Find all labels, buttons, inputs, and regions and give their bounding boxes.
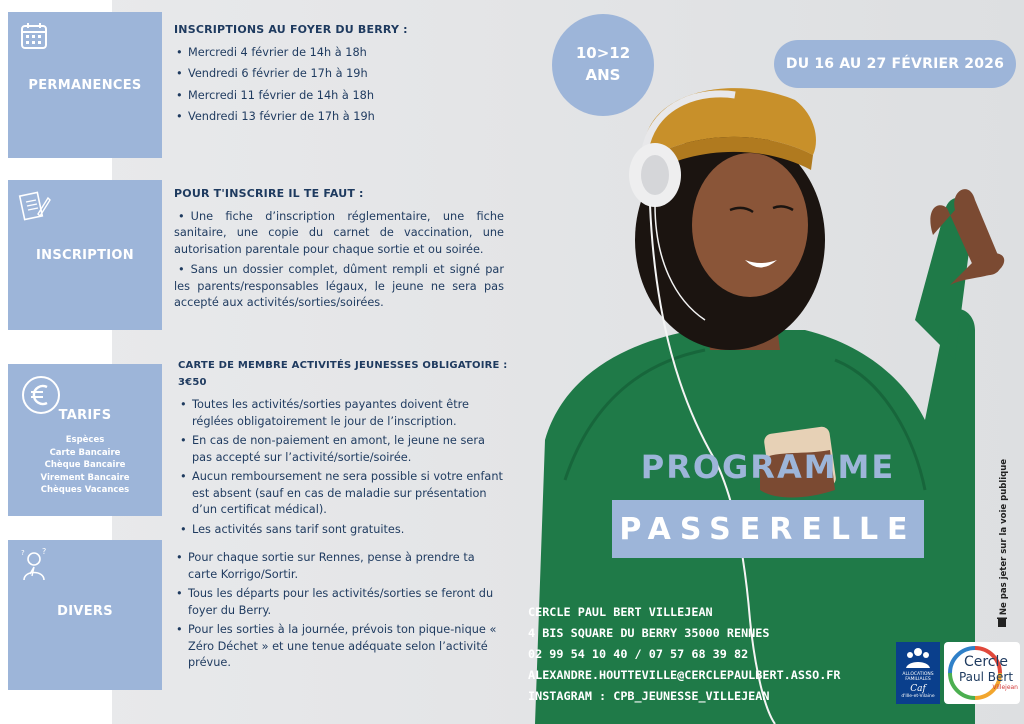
list-item: • Toutes les activités/sorties payantes doivent être réglées obligatoirement le jour de l’inscription. — [178, 397, 508, 430]
permanences-list — [174, 45, 494, 126]
list-item: • Vendredi 6 février de 17h à 19h — [174, 66, 494, 83]
permanences-section — [174, 22, 494, 131]
thinking-person-icon — [16, 546, 52, 582]
contact-phone: 02 99 54 10 40 / 07 57 68 39 82 — [528, 647, 749, 661]
list-item: • Pour chaque sortie sur Rennes, pense à prendre ta carte Korrigo/Sortir. — [174, 550, 504, 583]
program-subtitle: PASSERELLE — [612, 500, 924, 558]
svg-text:?: ? — [21, 549, 25, 557]
divers-section — [174, 550, 504, 675]
cercle-paul-bert-logo — [944, 642, 1020, 704]
tarifs-box — [8, 364, 162, 516]
caf-name: Caf — [910, 684, 926, 694]
litter-notice — [996, 460, 1010, 620]
list-item: • Vendredi 13 février de 17h à 19h — [174, 109, 494, 126]
age-range-badge — [552, 14, 654, 116]
date-range-pill: DU 16 AU 27 FÉVRIER 2026 — [774, 40, 1016, 88]
list-item: • Mercredi 4 février de 14h à 18h — [174, 45, 494, 62]
payment-methods-list — [8, 434, 162, 497]
program-title: PROGRAMME — [640, 448, 896, 486]
svg-text:?: ? — [42, 547, 47, 556]
cpb-line2: Paul Bert — [958, 670, 1014, 684]
payment-method: Chèque Bancaire — [44, 460, 126, 470]
cpb-line1: Cercle — [963, 654, 1009, 670]
tarifs-section — [178, 358, 508, 541]
tarifs-list — [178, 397, 508, 538]
contact-address: 4 BIS SQUARE DU BERRY 35000 RENNES — [528, 626, 770, 640]
litter-notice-text: Ne pas jeter sur la voie publique — [999, 458, 1009, 616]
caf-region: d'Ille-et-Vilaine — [901, 694, 935, 699]
divers-title: DIVERS — [57, 604, 113, 619]
list-item: • Sans un dossier complet, dûment rempli et signé par les parents/responsables légaux, le jeune ne sera pas accepté aux activités/sorties/soirées. — [174, 262, 504, 312]
caf-line2: FAMILIALES — [905, 677, 931, 682]
caf-logo — [896, 642, 940, 704]
divers-box — [8, 540, 162, 690]
contact-block — [528, 602, 841, 707]
divers-list — [174, 550, 504, 672]
contact-instagram[interactable]: INSTAGRAM : CPB_JEUNESSE_VILLEJEAN — [528, 689, 770, 703]
list-item: • Aucun remboursement ne sera possible si votre enfant est absent (sauf en cas de maladie sur présentation d’un certificat médical). — [178, 469, 508, 519]
permanences-heading: INSCRIPTIONS AU FOYER DU BERRY : — [174, 23, 408, 36]
list-item: • Pour les sorties à la journée, prévois ton pique-nique « Zéro Déchet » et une tenue adéquate selon l’activité prévue. — [174, 622, 504, 672]
caf-line1: ALLOCATIONS — [902, 672, 934, 677]
inscription-heading: POUR T'INSCRIRE IL TE FAUT : — [174, 187, 364, 200]
inscription-section — [174, 186, 504, 316]
payment-method: Chèques Vacances — [40, 485, 130, 495]
contact-org: CERCLE PAUL BERT VILLEJEAN — [528, 605, 713, 619]
payment-method: Espèces — [65, 435, 105, 445]
permanences-box — [8, 12, 162, 158]
list-item: • Une fiche d’inscription réglementaire, une fiche sanitaire, une copie du carnet de vaccination, une autorisation parentale pour chaque sortie et ou soirée. — [174, 209, 504, 259]
inscription-list — [174, 209, 504, 312]
list-item: • En cas de non-paiement en amont, le jeune ne sera pas accepté sur l’activité/sortie/soirée. — [178, 433, 508, 466]
list-item: • Tous les départs pour les activités/sorties se feront du foyer du Berry. — [174, 586, 504, 619]
age-range-line2: ANS — [585, 66, 621, 84]
cpb-line3: Villejean — [992, 684, 1018, 691]
inscription-box — [8, 180, 162, 330]
tarifs-title: TARIFS — [58, 408, 112, 423]
form-icon — [16, 186, 52, 222]
trash-bin-icon — [996, 616, 1008, 628]
age-range-line1: 10>12 — [575, 44, 631, 62]
contact-email[interactable]: ALEXANDRE.HOUTTEVILLE@CERCLEPAULBERT.ASSO.FR — [528, 668, 841, 682]
tarifs-heading: CARTE DE MEMBRE ACTIVITÉS JEUNESSES OBLIGATOIRE : 3€50 — [178, 360, 508, 388]
list-item: • Mercredi 11 février de 14h à 18h — [174, 88, 494, 105]
list-item: • Les activités sans tarif sont gratuites. — [178, 522, 508, 539]
caf-family-icon — [903, 646, 933, 670]
inscription-title: INSCRIPTION — [36, 248, 134, 263]
permanences-title: PERMANENCES — [28, 78, 142, 93]
payment-method: Virement Bancaire — [40, 472, 130, 483]
cpb-text — [954, 654, 1018, 691]
payment-method: Carte Bancaire — [49, 447, 121, 458]
calendar-icon — [16, 18, 52, 54]
